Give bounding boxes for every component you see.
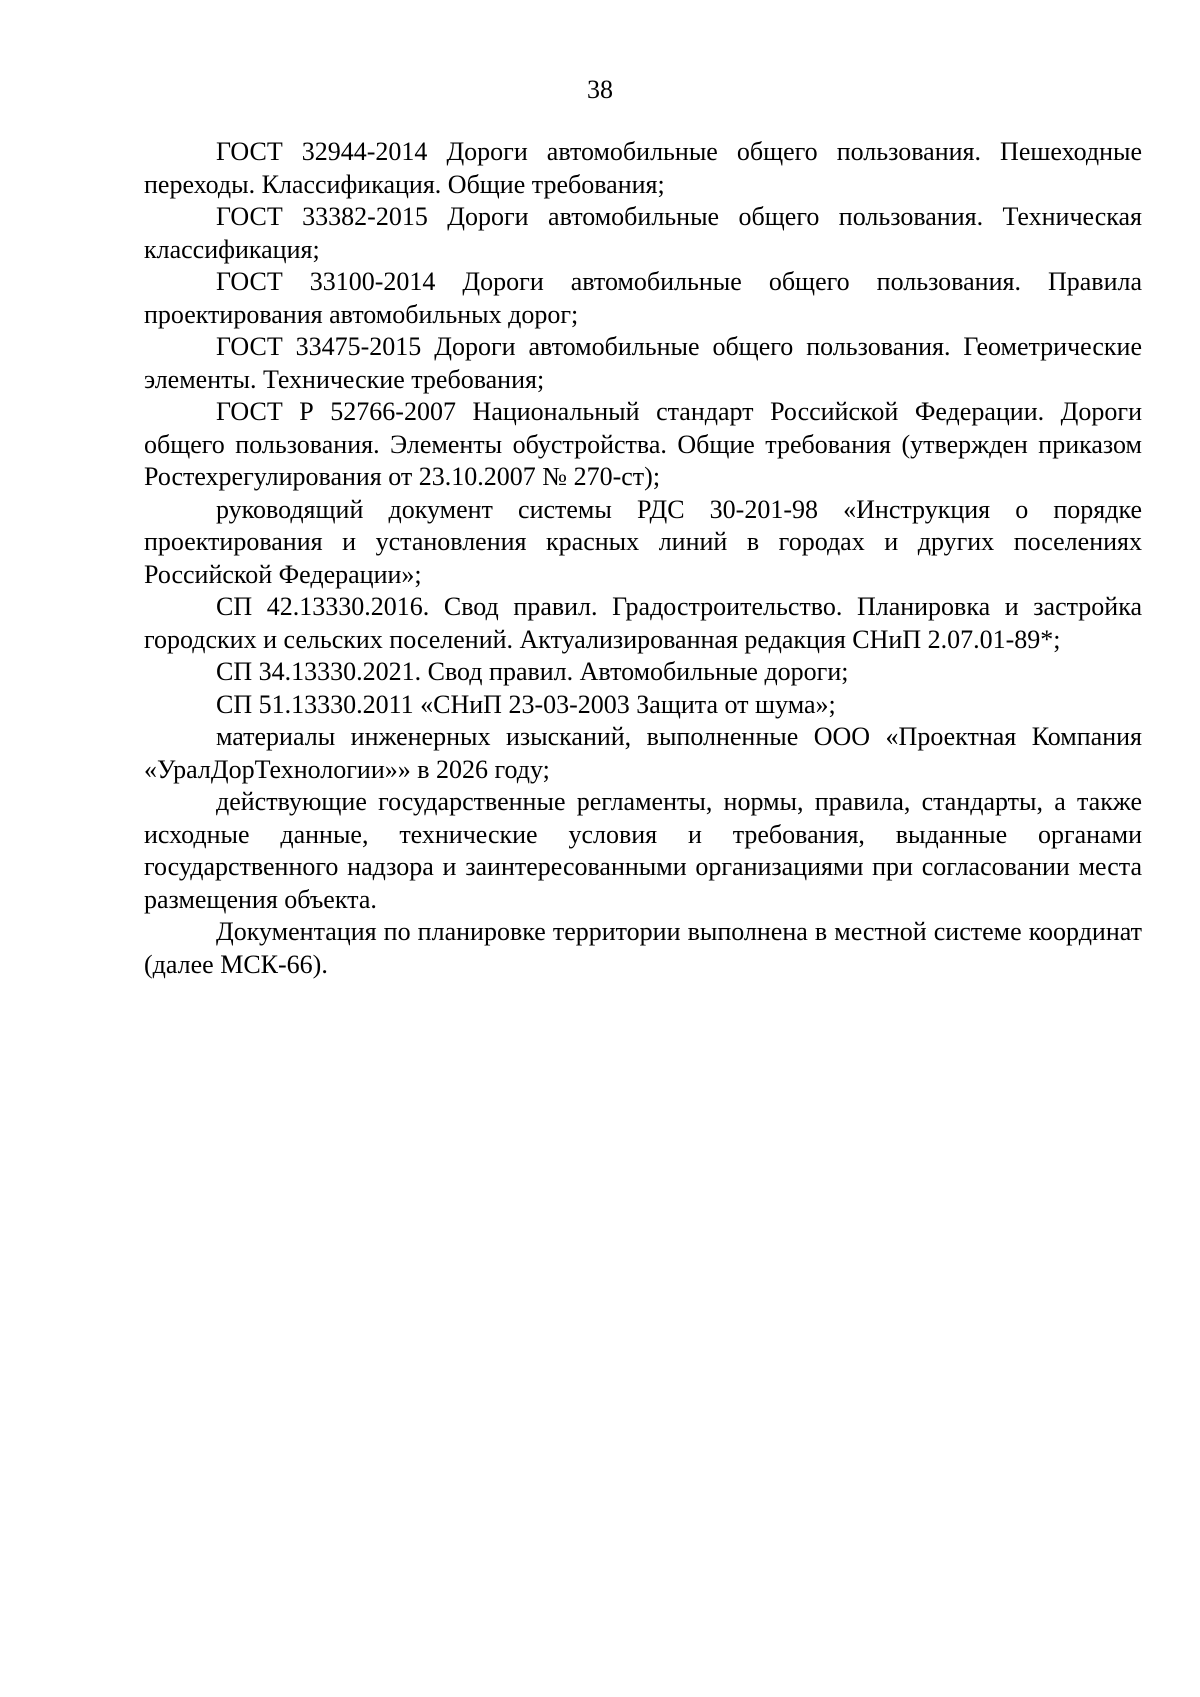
paragraph-regulations: действующие государственные регламенты, нормы, правила, стандарты, а также исходные данные, технические условия и требования, выданные органами государственного надзора и заинтересованными организациями при согласовании места размещения объекта.: [144, 787, 1142, 914]
paragraph-gost-r-52766: ГОСТ Р 52766-2007 Национальный стандарт Российской Федерации. Дороги общего пользования. Элементы обустройства. Общие требования (утвержден приказом Ростехрегулирования от 23.10.2007 № 270-ст);: [144, 397, 1142, 491]
paragraph-sp-51: СП 51.13330.2011 «СНиП 23-03-2003 Защита от шума»;: [216, 689, 836, 719]
paragraph-gost-33475: ГОСТ 33475-2015 Дороги автомобильные общего пользования. Геометрические элементы. Технические требования;: [144, 332, 1142, 394]
paragraph-rds-30-201-98: руководящий документ системы РДС 30-201-98 «Инструкция о порядке проектирования и установления красных линий в городах и других поселениях Российской Федерации»;: [144, 494, 1142, 589]
page-number: 38: [587, 75, 613, 104]
paragraph-sp-42: СП 42.13330.2016. Свод правил. Градостроительство. Планировка и застройка городских и сельских поселений. Актуализированная редакция СНиП 2.07.01-89*;: [144, 592, 1142, 654]
paragraph-gost-32944: ГОСТ 32944-2014 Дороги автомобильные общего пользования. Пешеходные переходы. Классификация. Общие требования;: [144, 137, 1142, 199]
paragraph-gost-33382: ГОСТ 33382-2015 Дороги автомобильные общего пользования. Техническая классификация;: [144, 202, 1142, 264]
paragraph-engineering-surveys: материалы инженерных изысканий, выполненные ООО «Проектная Компания «УралДорТехнологии»» в 2026 году;: [144, 722, 1142, 784]
paragraph-gost-33100: ГОСТ 33100-2014 Дороги автомобильные общего пользования. Правила проектирования автомобильных дорог;: [144, 267, 1142, 329]
paragraph-coordinate-system: Документация по планировке территории выполнена в местной системе координат (далее МСК-66).: [144, 917, 1142, 979]
document-body: [144, 136, 1142, 981]
paragraph-sp-34: СП 34.13330.2021. Свод правил. Автомобильные дороги;: [216, 657, 849, 686]
